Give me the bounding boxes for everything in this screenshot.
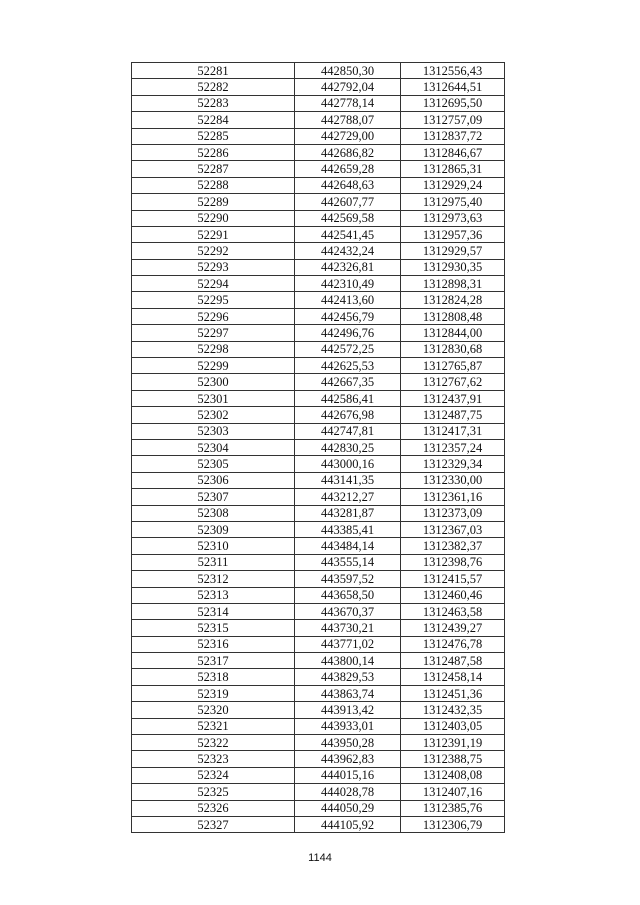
table-row: [132, 95, 505, 111]
table-row: [132, 521, 505, 537]
point-number-cell: 52299: [132, 358, 295, 374]
point-number-cell: 52308: [132, 505, 295, 521]
y-coordinate-cell: 1312439,27: [401, 620, 505, 636]
y-coordinate-cell: 1312408,08: [401, 767, 505, 783]
y-coordinate-cell: 1312357,24: [401, 439, 505, 455]
point-number-cell: 52314: [132, 603, 295, 619]
table-row: [132, 800, 505, 816]
point-number-cell: 52301: [132, 390, 295, 406]
y-coordinate-cell: 1312757,09: [401, 112, 505, 128]
x-coordinate-cell: 443933,01: [295, 718, 401, 734]
point-number-cell: 52310: [132, 538, 295, 554]
point-number-cell: 52298: [132, 341, 295, 357]
x-coordinate-cell: 443385,41: [295, 521, 401, 537]
y-coordinate-cell: 1312644,51: [401, 79, 505, 95]
point-number-cell: 52304: [132, 439, 295, 455]
table-row: [132, 587, 505, 603]
point-number-cell: 52297: [132, 325, 295, 341]
x-coordinate-cell: 443212,27: [295, 489, 401, 505]
x-coordinate-cell: 442792,04: [295, 79, 401, 95]
y-coordinate-cell: 1312367,03: [401, 521, 505, 537]
y-coordinate-cell: 1312407,16: [401, 784, 505, 800]
x-coordinate-cell: 443771,02: [295, 636, 401, 652]
table-row: [132, 308, 505, 324]
point-number-cell: 52320: [132, 702, 295, 718]
point-number-cell: 52318: [132, 669, 295, 685]
table-row: [132, 538, 505, 554]
table-row: [132, 767, 505, 783]
x-coordinate-cell: 442648,63: [295, 177, 401, 193]
point-number-cell: 52323: [132, 751, 295, 767]
y-coordinate-cell: 1312975,40: [401, 194, 505, 210]
x-coordinate-cell: 442456,79: [295, 308, 401, 324]
x-coordinate-cell: 444105,92: [295, 816, 401, 832]
x-coordinate-cell: 442747,81: [295, 423, 401, 439]
page-number: 1144: [308, 852, 332, 864]
y-coordinate-cell: 1312973,63: [401, 210, 505, 226]
x-coordinate-cell: 442310,49: [295, 276, 401, 292]
x-coordinate-cell: 442586,41: [295, 390, 401, 406]
table-row: [132, 653, 505, 669]
y-coordinate-cell: 1312476,78: [401, 636, 505, 652]
y-coordinate-cell: 1312957,36: [401, 226, 505, 242]
x-coordinate-cell: 444050,29: [295, 800, 401, 816]
table-row: [132, 816, 505, 832]
x-coordinate-cell: 443730,21: [295, 620, 401, 636]
y-coordinate-cell: 1312391,19: [401, 735, 505, 751]
coordinates-table: [131, 62, 505, 833]
x-coordinate-cell: 443484,14: [295, 538, 401, 554]
point-number-cell: 52302: [132, 407, 295, 423]
x-coordinate-cell: 442496,76: [295, 325, 401, 341]
table-row: [132, 226, 505, 242]
point-number-cell: 52283: [132, 95, 295, 111]
y-coordinate-cell: 1312487,58: [401, 653, 505, 669]
y-coordinate-cell: 1312306,79: [401, 816, 505, 832]
table-row: [132, 358, 505, 374]
table-row: [132, 128, 505, 144]
x-coordinate-cell: 443950,28: [295, 735, 401, 751]
y-coordinate-cell: 1312388,75: [401, 751, 505, 767]
point-number-cell: 52319: [132, 685, 295, 701]
table-row: [132, 489, 505, 505]
x-coordinate-cell: 443829,53: [295, 669, 401, 685]
x-coordinate-cell: 442607,77: [295, 194, 401, 210]
y-coordinate-cell: 1312556,43: [401, 63, 505, 79]
table-row: [132, 341, 505, 357]
table-row: [132, 112, 505, 128]
y-coordinate-cell: 1312417,31: [401, 423, 505, 439]
x-coordinate-cell: 443863,74: [295, 685, 401, 701]
y-coordinate-cell: 1312824,28: [401, 292, 505, 308]
x-coordinate-cell: 443597,52: [295, 571, 401, 587]
x-coordinate-cell: 442432,24: [295, 243, 401, 259]
table-row: [132, 505, 505, 521]
y-coordinate-cell: 1312463,58: [401, 603, 505, 619]
x-coordinate-cell: 442572,25: [295, 341, 401, 357]
point-number-cell: 52291: [132, 226, 295, 242]
x-coordinate-cell: 442729,00: [295, 128, 401, 144]
point-number-cell: 52287: [132, 161, 295, 177]
x-coordinate-cell: 442569,58: [295, 210, 401, 226]
y-coordinate-cell: 1312898,31: [401, 276, 505, 292]
y-coordinate-cell: 1312437,91: [401, 390, 505, 406]
point-number-cell: 52294: [132, 276, 295, 292]
table-row: [132, 718, 505, 734]
point-number-cell: 52313: [132, 587, 295, 603]
y-coordinate-cell: 1312451,36: [401, 685, 505, 701]
x-coordinate-cell: 443281,87: [295, 505, 401, 521]
x-coordinate-cell: 442413,60: [295, 292, 401, 308]
point-number-cell: 52327: [132, 816, 295, 832]
table-row: [132, 325, 505, 341]
point-number-cell: 52316: [132, 636, 295, 652]
table-row: [132, 292, 505, 308]
table-row: [132, 276, 505, 292]
table-row: [132, 751, 505, 767]
x-coordinate-cell: 442625,53: [295, 358, 401, 374]
coordinates-table-body: [132, 63, 505, 833]
y-coordinate-cell: 1312929,24: [401, 177, 505, 193]
point-number-cell: 52284: [132, 112, 295, 128]
point-number-cell: 52307: [132, 489, 295, 505]
table-row: [132, 407, 505, 423]
table-row: [132, 571, 505, 587]
table-row: [132, 177, 505, 193]
table-row: [132, 210, 505, 226]
table-row: [132, 702, 505, 718]
table-row: [132, 423, 505, 439]
table-row: [132, 259, 505, 275]
point-number-cell: 52281: [132, 63, 295, 79]
table-row: [132, 194, 505, 210]
x-coordinate-cell: 442830,25: [295, 439, 401, 455]
point-number-cell: 52311: [132, 554, 295, 570]
point-number-cell: 52288: [132, 177, 295, 193]
table-row: [132, 374, 505, 390]
table-row: [132, 603, 505, 619]
y-coordinate-cell: 1312837,72: [401, 128, 505, 144]
y-coordinate-cell: 1312330,00: [401, 472, 505, 488]
point-number-cell: 52293: [132, 259, 295, 275]
y-coordinate-cell: 1312458,14: [401, 669, 505, 685]
point-number-cell: 52322: [132, 735, 295, 751]
table-row: [132, 390, 505, 406]
y-coordinate-cell: 1312830,68: [401, 341, 505, 357]
y-coordinate-cell: 1312432,35: [401, 702, 505, 718]
y-coordinate-cell: 1312844,00: [401, 325, 505, 341]
y-coordinate-cell: 1312373,09: [401, 505, 505, 521]
x-coordinate-cell: 442850,30: [295, 63, 401, 79]
point-number-cell: 52289: [132, 194, 295, 210]
point-number-cell: 52321: [132, 718, 295, 734]
table-row: [132, 620, 505, 636]
table-row: [132, 554, 505, 570]
y-coordinate-cell: 1312929,57: [401, 243, 505, 259]
point-number-cell: 52292: [132, 243, 295, 259]
y-coordinate-cell: 1312808,48: [401, 308, 505, 324]
table-row: [132, 243, 505, 259]
point-number-cell: 52317: [132, 653, 295, 669]
y-coordinate-cell: 1312865,31: [401, 161, 505, 177]
y-coordinate-cell: 1312361,16: [401, 489, 505, 505]
x-coordinate-cell: 443555,14: [295, 554, 401, 570]
point-number-cell: 52300: [132, 374, 295, 390]
table-row: [132, 144, 505, 160]
table-row: [132, 456, 505, 472]
y-coordinate-cell: 1312385,76: [401, 800, 505, 816]
y-coordinate-cell: 1312398,76: [401, 554, 505, 570]
x-coordinate-cell: 443000,16: [295, 456, 401, 472]
x-coordinate-cell: 442788,07: [295, 112, 401, 128]
y-coordinate-cell: 1312487,75: [401, 407, 505, 423]
x-coordinate-cell: 443658,50: [295, 587, 401, 603]
table-row: [132, 79, 505, 95]
x-coordinate-cell: 442326,81: [295, 259, 401, 275]
x-coordinate-cell: 442659,28: [295, 161, 401, 177]
table-row: [132, 636, 505, 652]
y-coordinate-cell: 1312695,50: [401, 95, 505, 111]
y-coordinate-cell: 1312382,37: [401, 538, 505, 554]
y-coordinate-cell: 1312329,34: [401, 456, 505, 472]
point-number-cell: 52285: [132, 128, 295, 144]
point-number-cell: 52303: [132, 423, 295, 439]
x-coordinate-cell: 442686,82: [295, 144, 401, 160]
point-number-cell: 52309: [132, 521, 295, 537]
table-row: [132, 685, 505, 701]
point-number-cell: 52296: [132, 308, 295, 324]
x-coordinate-cell: 443141,35: [295, 472, 401, 488]
y-coordinate-cell: 1312403,05: [401, 718, 505, 734]
x-coordinate-cell: 444015,16: [295, 767, 401, 783]
y-coordinate-cell: 1312930,35: [401, 259, 505, 275]
x-coordinate-cell: 442676,98: [295, 407, 401, 423]
x-coordinate-cell: 443670,37: [295, 603, 401, 619]
y-coordinate-cell: 1312460,46: [401, 587, 505, 603]
table-row: [132, 439, 505, 455]
table-row: [132, 63, 505, 79]
point-number-cell: 52282: [132, 79, 295, 95]
x-coordinate-cell: 443913,42: [295, 702, 401, 718]
x-coordinate-cell: 442778,14: [295, 95, 401, 111]
y-coordinate-cell: 1312846,67: [401, 144, 505, 160]
x-coordinate-cell: 443800,14: [295, 653, 401, 669]
table-row: [132, 472, 505, 488]
table-row: [132, 161, 505, 177]
table-row: [132, 735, 505, 751]
x-coordinate-cell: 442667,35: [295, 374, 401, 390]
point-number-cell: 52326: [132, 800, 295, 816]
y-coordinate-cell: 1312765,87: [401, 358, 505, 374]
point-number-cell: 52315: [132, 620, 295, 636]
table-row: [132, 669, 505, 685]
point-number-cell: 52290: [132, 210, 295, 226]
x-coordinate-cell: 443962,83: [295, 751, 401, 767]
y-coordinate-cell: 1312415,57: [401, 571, 505, 587]
x-coordinate-cell: 444028,78: [295, 784, 401, 800]
point-number-cell: 52312: [132, 571, 295, 587]
point-number-cell: 52305: [132, 456, 295, 472]
point-number-cell: 52324: [132, 767, 295, 783]
x-coordinate-cell: 442541,45: [295, 226, 401, 242]
table-row: [132, 784, 505, 800]
point-number-cell: 52295: [132, 292, 295, 308]
point-number-cell: 52325: [132, 784, 295, 800]
point-number-cell: 52306: [132, 472, 295, 488]
y-coordinate-cell: 1312767,62: [401, 374, 505, 390]
point-number-cell: 52286: [132, 144, 295, 160]
